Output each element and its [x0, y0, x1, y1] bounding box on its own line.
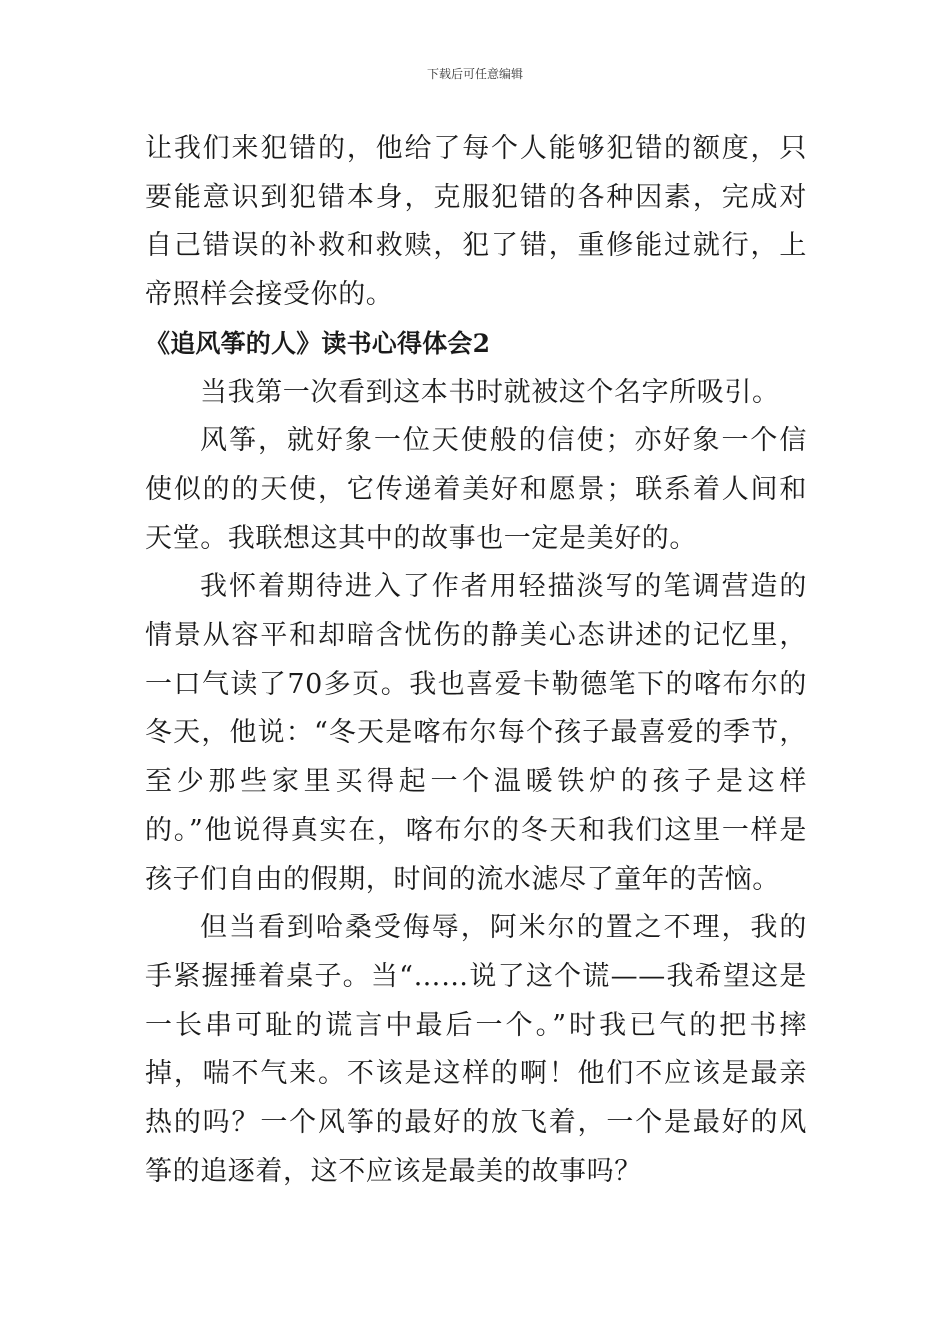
- document-body: [145, 125, 807, 1196]
- section-title: 《追风筝的人》读书心得体会2: [145, 328, 491, 358]
- paragraph-continued: 让我们来犯错的，他给了每个人能够犯错的额度，只要能意识到犯错本身，克服犯错的各种因素，完成对自己错误的补救和救赎，犯了错，重修能过就行，上帝照样会接受你的。: [145, 133, 807, 311]
- paragraph: 我怀着期待进入了作者用轻描淡写的笔调营造的情景从容平和却暗含忧伤的静美心态讲述的记忆里，一口气读了70多页。我也喜爱卡勒德笔下的喀布尔的冬天，他说：“冬天是喀布尔每个孩子最喜爱的季节，至少那些家里买得起一个温暖铁炉的孩子是这样的。”他说得真实在，喀布尔的冬天和我们这里一样是孩子们自由的假期，时间的流水滤尽了童年的苦恼。: [145, 571, 807, 895]
- paragraph: 但当看到哈桑受侮辱，阿米尔的置之不理，我的手紧握捶着桌子。当“……说了这个谎——我希望这是一长串可耻的谎言中最后一个。”时我已气的把书摔掉，喘不气来。不该是这样的啊！他们不应该是最亲热的吗？一个风筝的最好的放飞着，一个是最好的风筝的追逐着，这不应该是最美的故事吗？: [145, 912, 807, 1187]
- paragraph: 当我第一次看到这本书时就被这个名字所吸引。: [200, 376, 780, 408]
- page-header-note: 下载后可任意编辑: [426, 67, 523, 81]
- paragraph: 风筝，就好象一位天使般的信使；亦好象一个信使似的的天使，它传递着美好和愿景；联系着人间和天堂。我联想这其中的故事也一定是美好的。: [145, 425, 807, 554]
